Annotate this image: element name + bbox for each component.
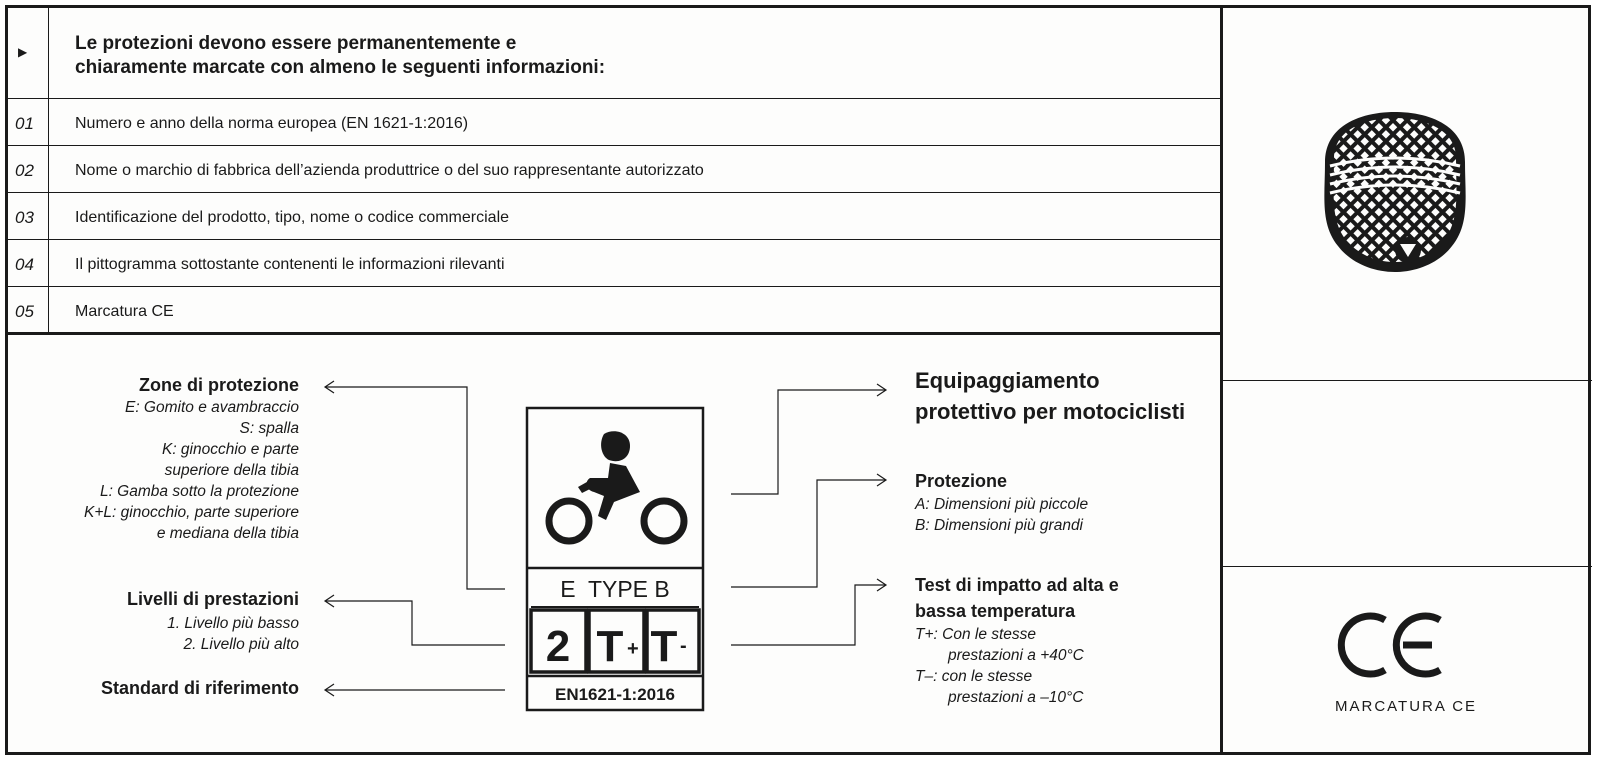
pictogram-type: E TYPE B	[560, 576, 670, 602]
zones-line: L: Gamba sotto la protezione	[99, 483, 299, 500]
connector-levels	[326, 601, 505, 645]
zones-line: S: spalla	[239, 420, 299, 437]
row-text: Nome o marchio di fabbrica dell’azienda produttrice o del suo rappresentante autorizzato	[75, 162, 704, 179]
pictogram-level: 2	[545, 622, 571, 671]
zones-line: E: Gomito e avambraccio	[124, 399, 299, 416]
zones-line: e mediana della tibia	[156, 525, 299, 542]
header-marker: ▶	[18, 45, 28, 59]
connector-zones	[326, 387, 505, 589]
row-number: 03	[15, 208, 34, 227]
pictogram-t-plus-letter: T	[596, 622, 624, 671]
test-tplus-cont: prestazioni a +40°C	[948, 647, 1084, 664]
row-number: 05	[15, 302, 34, 321]
equipment-title-line2: protettivo per motociclisti	[915, 399, 1186, 424]
ce-mark-icon	[1341, 616, 1440, 674]
test-tminus-cont: prestazioni a –10°C	[948, 689, 1084, 706]
pictogram-t-minus-sign: -	[680, 635, 687, 657]
row-text: Marcatura CE	[75, 303, 174, 320]
protector-icon	[1324, 112, 1465, 272]
zones-line: K: ginocchio e parte	[161, 441, 299, 458]
row-text: Numero e anno della norma europea (EN 1621-1:2016)	[75, 115, 469, 132]
ce-marking-label: MARCATURA CE	[1335, 698, 1478, 715]
connector-equipment	[731, 390, 885, 494]
levels-title: Livelli di prestazioni	[126, 589, 299, 609]
levels-line: 1. Livello più basso	[167, 615, 299, 632]
header-title-line1: Le protezioni devono essere permanentemente e	[75, 33, 517, 54]
zones-line: superiore della tibia	[164, 462, 299, 479]
connector-test	[731, 585, 885, 645]
row-number: 04	[15, 255, 34, 274]
zones-line: K+L: ginocchio, parte superiore	[84, 504, 299, 521]
protection-line: B: Dimensioni più grandi	[915, 517, 1084, 534]
test-title-line2: bassa temperatura	[915, 601, 1076, 621]
test-tplus: T+: Con le stesse	[915, 626, 1037, 643]
levels-line: 2. Livello più alto	[183, 636, 299, 653]
standard-title: Standard di riferimento	[100, 678, 299, 698]
pictogram-t-plus-sign: +	[627, 638, 639, 660]
zones-title: Zone di protezione	[139, 375, 299, 395]
row-text: Il pittogramma sottostante contenenti le informazioni rilevanti	[75, 256, 505, 273]
row-text: Identificazione del prodotto, tipo, nome o codice commerciale	[75, 209, 510, 226]
pictogram-standard: EN1621-1:2016	[554, 685, 676, 704]
protection-title: Protezione	[915, 471, 1008, 491]
header-title-line2: chiaramente marcate con almeno le seguenti informazioni:	[75, 57, 606, 78]
protection-line: A: Dimensioni più piccole	[915, 496, 1089, 513]
pictogram-t-minus-letter: T	[650, 622, 678, 671]
test-tminus: T–: con le stesse	[915, 668, 1033, 685]
motorcyclist-icon	[549, 431, 684, 541]
equipment-title-line1: Equipaggiamento	[915, 368, 1100, 393]
row-number: 01	[15, 114, 34, 133]
row-number: 02	[15, 161, 34, 180]
connector-protection	[731, 480, 885, 587]
test-title-line1: Test di impatto ad alta e	[915, 575, 1119, 595]
